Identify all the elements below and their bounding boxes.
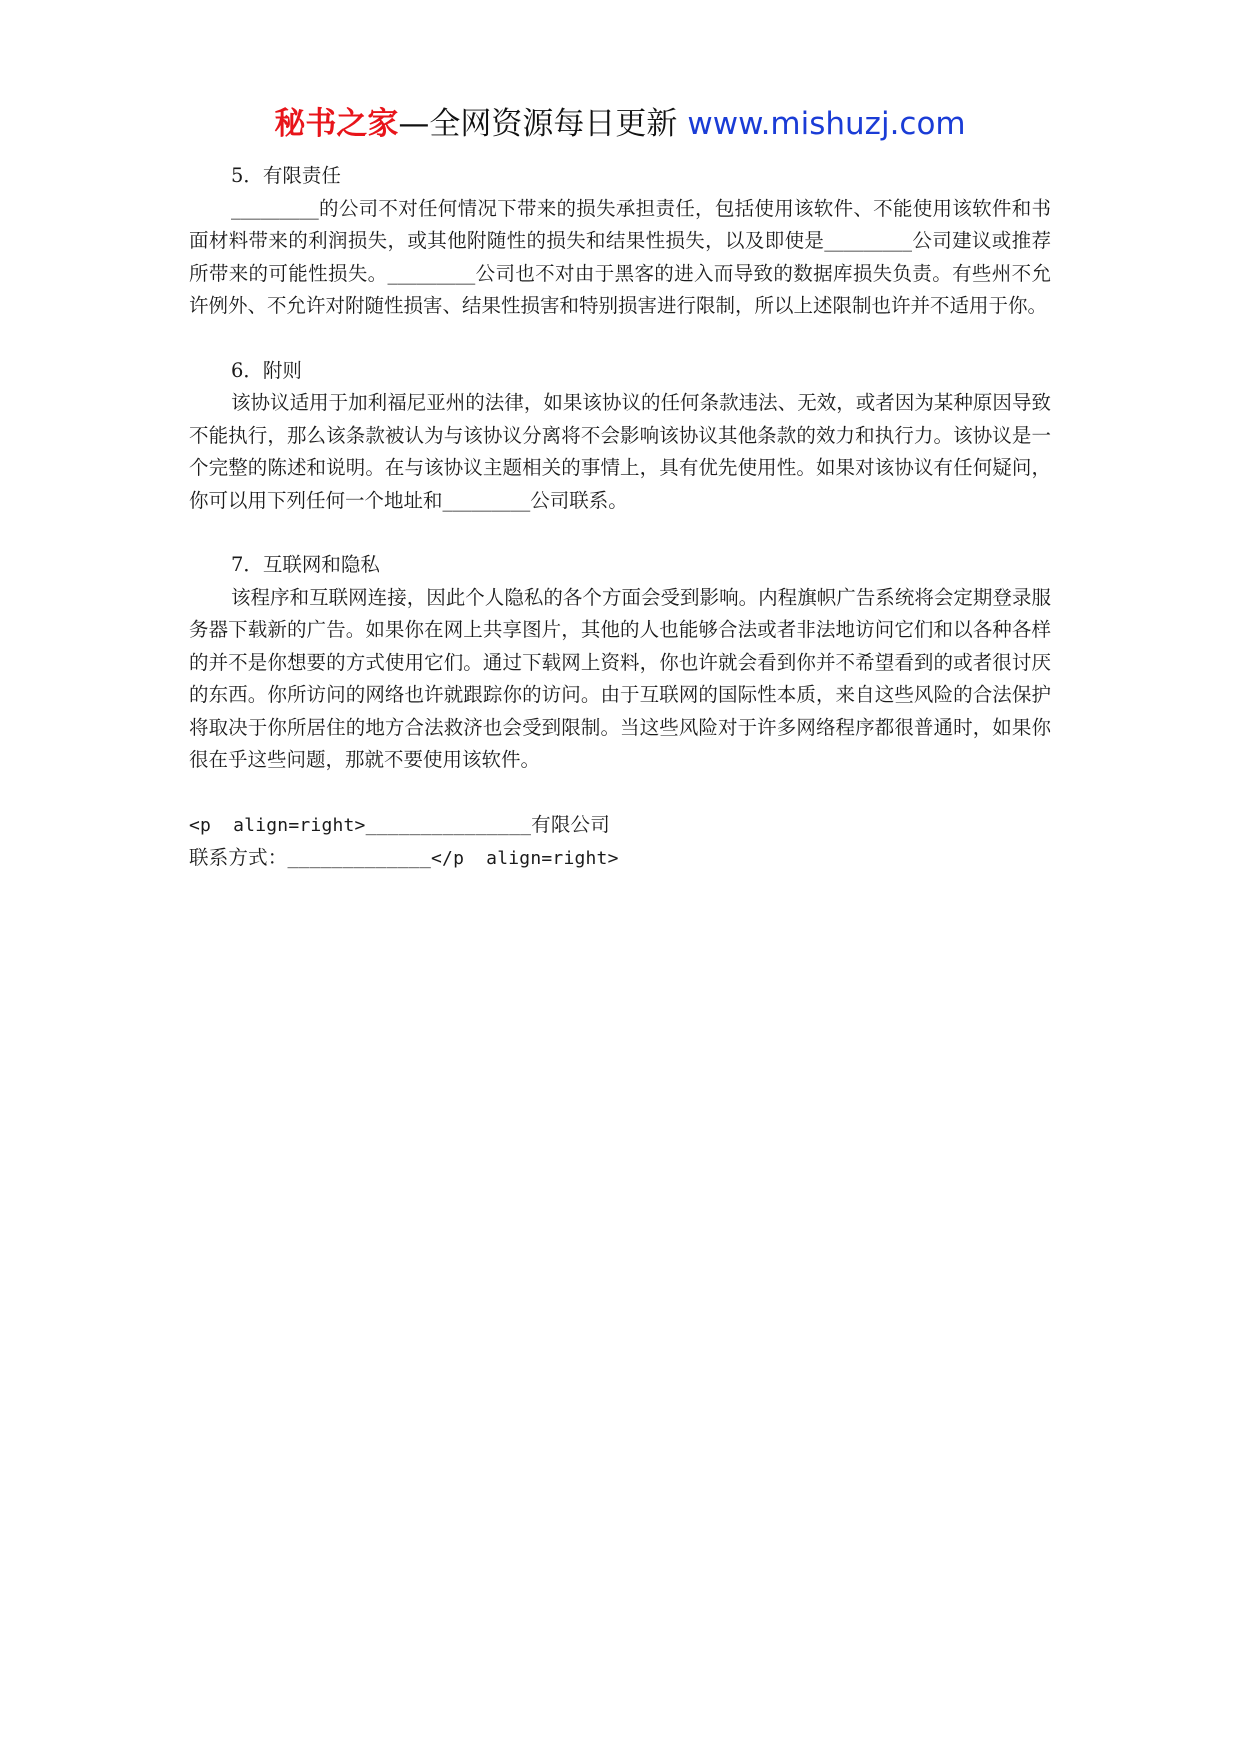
banner-tagline: —全网资源每日更新 <box>398 106 678 142</box>
signature-contact-rest: _____________</p align=right> <box>287 848 619 869</box>
signature-contact-line <box>189 842 1051 876</box>
signature-company-line <box>189 809 1051 843</box>
section-limited-liability <box>189 160 1051 323</box>
section-internet-privacy <box>189 549 1051 777</box>
section-heading: 7．互联网和隐私 <box>231 553 380 576</box>
signature-company-suffix: 有限公司 <box>531 812 610 836</box>
signature-contact-label: 联系方式： <box>189 846 288 869</box>
site-banner <box>0 104 1240 144</box>
document-body <box>189 160 1051 876</box>
banner-brand: 秘书之家 <box>274 106 399 142</box>
section-paragraph: 该程序和互联网连接，因此个人隐私的各个方面会受到影响。内程旗帜广告系统将会定期登录服务器下载新的广告。如果你在网上共享图片，其他的人也能够合法或者非法地访问它们和以各种各样的并不是你想要的方式使用它们。通过下载网上资料，你也许就会看到你并不希望看到的或者很讨厌的东西。你所访问的网络也许就跟踪你的访问。由于互联网的国际性本质，来自这些风险的合法保护将取决于你所居住的地方合法救济也会受到限制。当这些风险对于许多网络程序都很普通时，如果你很在乎这些问题，那就不要使用该软件。 <box>189 585 1051 771</box>
signature-company-prefix: <p align=right>_______________ <box>189 814 532 836</box>
section-heading: 5．有限责任 <box>231 164 341 187</box>
section-paragraph: 该协议适用于加利福尼亚州的法律，如果该协议的任何条款违法、无效，或者因为某种原因导致不能执行，那么该条款被认为与该协议分离将不会影响该协议其他条款的效力和执行力。该协议是一个完整的陈述和说明。在与该协议主题相关的事情上，具有优先使用性。如果对该协议有任何疑问，你可以用下列任何一个地址和_________公司联系。 <box>189 391 1051 512</box>
signature-block <box>189 809 1051 876</box>
section-supplementary-provisions <box>189 355 1051 518</box>
section-heading: 6．附则 <box>231 358 302 382</box>
banner-url-link[interactable]: www.mishuzj.com <box>687 106 966 142</box>
section-paragraph: _________的公司不对任何情况下带来的损失承担责任，包括使用该软件、不能使用该软件和书面材料带来的利润损失，或其他附随性的损失和结果性损失，以及即使是_________公司建议或推荐所带来的可能性损失。_________公司也不对由于黑客的进入而导致的数据库损失负责。有些州不允许例外、不允许对附随性损害、结果性损害和特别损害进行限制，所以上述限制也许并不适用于你。 <box>189 196 1051 317</box>
